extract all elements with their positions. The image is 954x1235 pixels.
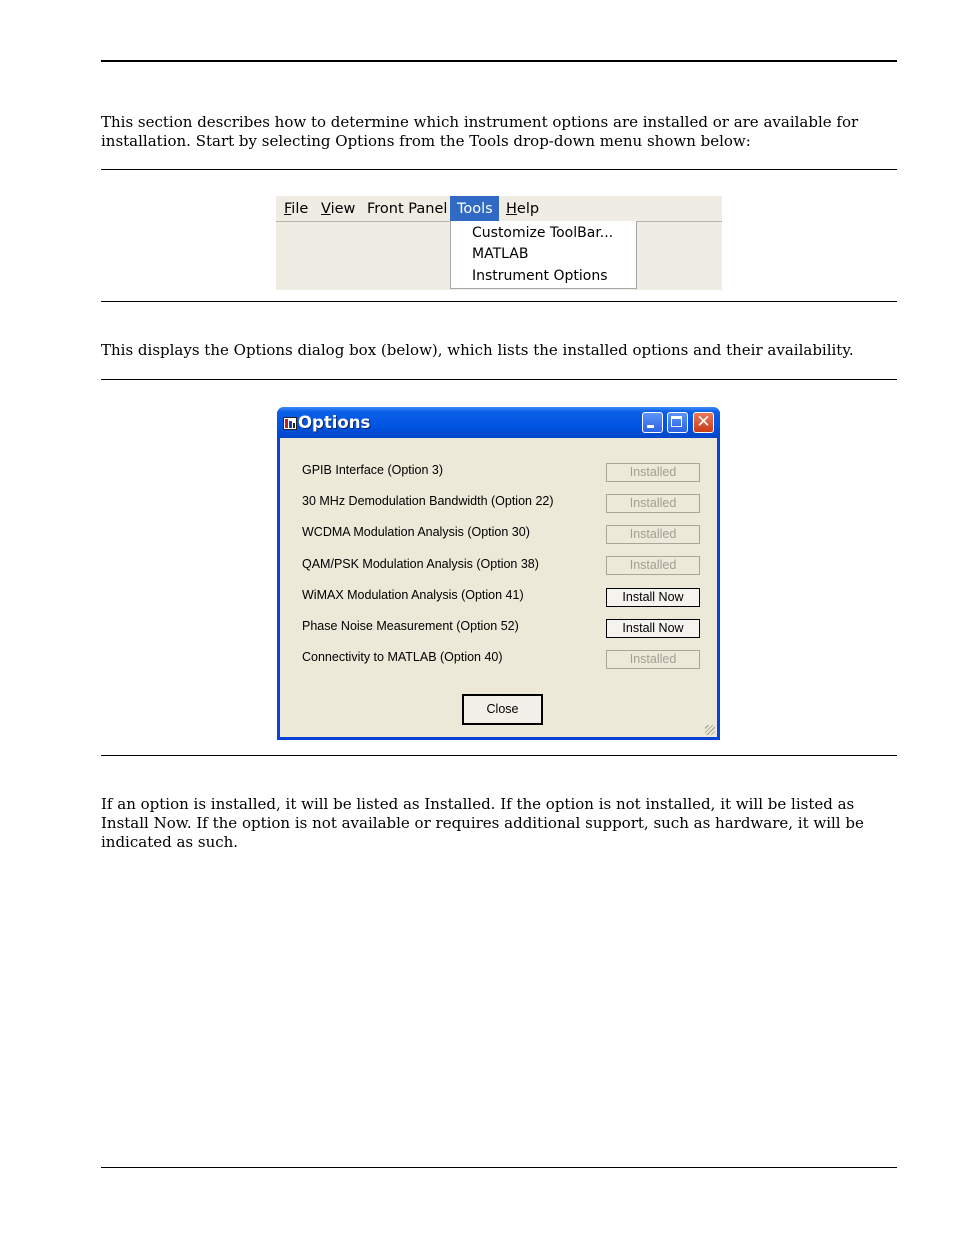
close-icon[interactable]: ✕ [693,412,714,433]
option-status-wcdma: Installed [606,525,700,544]
option-label-phase-noise: Phase Noise Measurement (Option 52) [302,619,519,633]
install-now-button-phase-noise[interactable]: Install Now [606,619,700,638]
menu-file[interactable]: File [284,201,309,217]
option-status-demod-bandwidth: Installed [606,494,700,513]
dropdown-item-matlab[interactable]: MATLAB [472,246,529,262]
maximize-icon[interactable] [667,412,688,433]
header-rule [101,60,897,62]
dropdown-item-customize-toolbar[interactable]: Customize ToolBar... [472,225,614,241]
figure-top-rule [101,169,897,170]
tools-dropdown [450,221,637,289]
menu-figure [276,196,722,290]
option-label-qam-psk: QAM/PSK Modulation Analysis (Option 38) [302,557,539,571]
option-status-qam-psk: Installed [606,556,700,575]
menu-front-panel[interactable]: Front Panel [367,201,448,217]
app-icon [283,417,297,430]
menu-bar [276,196,722,222]
minimize-icon[interactable] [642,412,663,433]
option-label-wimax: WiMAX Modulation Analysis (Option 41) [302,588,524,602]
dialog-titlebar[interactable] [277,407,720,438]
option-label-matlab: Connectivity to MATLAB (Option 40) [302,650,503,664]
intro-paragraph: This section describes how to determine which instrument options are installed or are available for installation. Start by selecting Options from the Tools drop-down menu shown below: [101,113,859,150]
option-label-gpib: GPIB Interface (Option 3) [302,463,444,477]
menu-help[interactable]: Help [506,201,540,217]
resize-grip-icon[interactable] [705,725,715,735]
menu-view[interactable]: View [321,201,356,217]
figure-bottom-rule [101,301,897,302]
middle-paragraph: This displays the Options dialog box (below), which lists the installed options and their availability. [101,341,854,359]
option-label-demod-bandwidth: 30 MHz Demodulation Bandwidth (Option 22) [302,494,554,508]
menu-tools[interactable]: Tools [450,196,499,221]
option-label-wcdma: WCDMA Modulation Analysis (Option 30) [302,525,530,539]
close-button[interactable]: Close [462,694,543,725]
dropdown-item-instrument-options[interactable]: Instrument Options [472,268,608,284]
figure2-bottom-rule [101,755,897,756]
option-status-gpib: Installed [606,463,700,482]
closing-paragraph: If an option is installed, it will be listed as Installed. If the option is not installed, it will be listed as Install Now. If the option is not available or requires additional support, such as hardware, it will be indicated as such. [101,795,864,851]
option-status-matlab: Installed [606,650,700,669]
options-dialog [277,407,720,740]
dialog-title: Options [298,413,371,432]
dialog-body [280,438,717,737]
install-now-button-wimax[interactable]: Install Now [606,588,700,607]
footer-rule [101,1167,897,1168]
figure2-top-rule [101,379,897,380]
